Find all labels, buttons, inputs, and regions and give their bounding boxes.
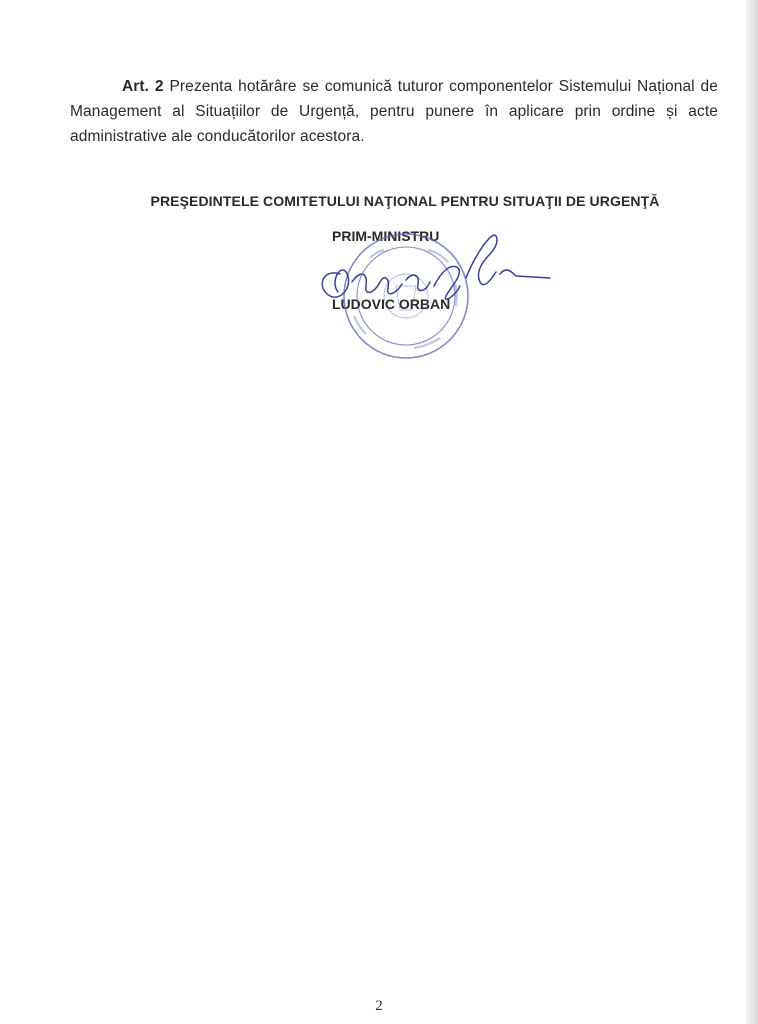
- handwritten-signature: [322, 235, 550, 299]
- page-edge-shadow: [746, 0, 758, 1024]
- signatory-name: LUDOVIC ORBAN: [332, 296, 451, 312]
- stamp-and-signature: [300, 222, 560, 367]
- signatory-role: PRIM-MINISTRU: [332, 228, 440, 244]
- article-paragraph: [70, 74, 718, 149]
- official-seal-icon: [344, 234, 468, 358]
- article-text: Prezenta hotărâre se comunică tuturor componentelor Sistemului Național de Management al Situațiilor de Urgență, pentru punere în aplicare prin ordine și acte administrative ale conducătorilor acestora.: [70, 78, 718, 145]
- signatory-heading: PREŞEDINTELE COMITETULUI NAŢIONAL PENTRU SITUAŢII DE URGENŢĂ: [150, 193, 660, 209]
- page-number: 2: [375, 998, 383, 1014]
- article-label: Art. 2: [122, 78, 164, 95]
